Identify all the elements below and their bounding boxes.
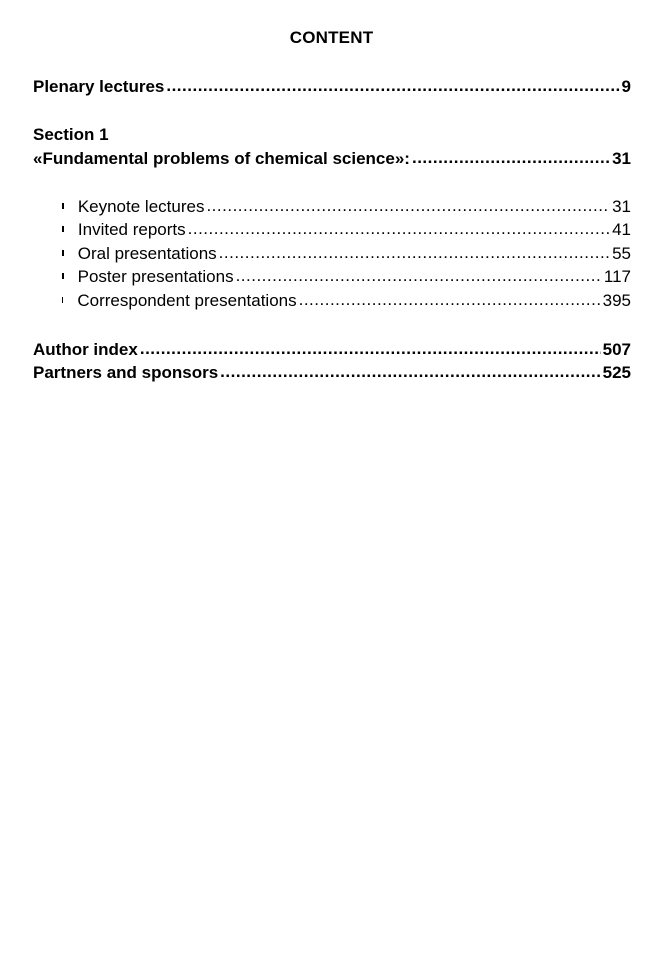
toc-entry-label: Invited reports bbox=[77, 220, 186, 239]
toc-page-number: 395 bbox=[602, 291, 631, 310]
toc-subentry-poster[interactable] bbox=[62, 266, 631, 288]
dot-leader bbox=[299, 290, 601, 311]
toc-entry-label: Correspondent presentations bbox=[77, 291, 297, 310]
bullet-icon bbox=[62, 250, 64, 256]
toc-subentry-keynote[interactable] bbox=[62, 196, 631, 218]
toc-page-number: 507 bbox=[602, 340, 631, 359]
bullet-icon bbox=[62, 297, 63, 303]
toc-entry-author-index[interactable] bbox=[33, 339, 631, 361]
toc-entry-label: «Fundamental problems of chemical science»: bbox=[33, 149, 410, 168]
dot-leader bbox=[412, 148, 610, 169]
dot-leader bbox=[220, 362, 600, 383]
dot-leader bbox=[236, 266, 602, 287]
dot-leader bbox=[206, 196, 610, 217]
toc-subentry-correspondent[interactable] bbox=[62, 290, 631, 312]
toc-subentry-invited[interactable] bbox=[62, 219, 631, 241]
toc-entry-label: Poster presentations bbox=[77, 267, 234, 286]
dot-leader bbox=[219, 243, 610, 264]
toc-page-number: 9 bbox=[621, 77, 631, 96]
section-number: Section 1 bbox=[33, 125, 109, 144]
toc-page-number: 117 bbox=[603, 267, 631, 286]
toc-entry-section-1[interactable] bbox=[33, 148, 631, 170]
bullet-icon bbox=[62, 226, 64, 232]
toc-entry-label: Plenary lectures bbox=[33, 77, 165, 96]
toc-entry-plenary[interactable] bbox=[33, 76, 631, 98]
bullet-icon bbox=[62, 203, 64, 209]
toc-entry-label: Author index bbox=[33, 340, 138, 359]
toc-page-number: 55 bbox=[612, 244, 631, 263]
toc-entry-label: Partners and sponsors bbox=[33, 363, 219, 382]
toc-subentry-oral[interactable] bbox=[62, 243, 631, 265]
toc-page-number: 31 bbox=[612, 149, 631, 168]
toc-page-number: 41 bbox=[612, 220, 631, 239]
bullet-icon bbox=[62, 273, 64, 279]
dot-leader bbox=[166, 76, 619, 97]
dot-leader bbox=[188, 219, 610, 240]
toc-page-number: 525 bbox=[602, 363, 631, 382]
toc-page-number: 31 bbox=[612, 197, 631, 216]
toc-entry-partners[interactable] bbox=[33, 362, 631, 384]
dot-leader bbox=[140, 339, 601, 360]
toc-entry-label: Keynote lectures bbox=[77, 197, 205, 216]
toc-entry-label: Oral presentations bbox=[77, 244, 217, 263]
page-title: CONTENT bbox=[289, 28, 374, 47]
